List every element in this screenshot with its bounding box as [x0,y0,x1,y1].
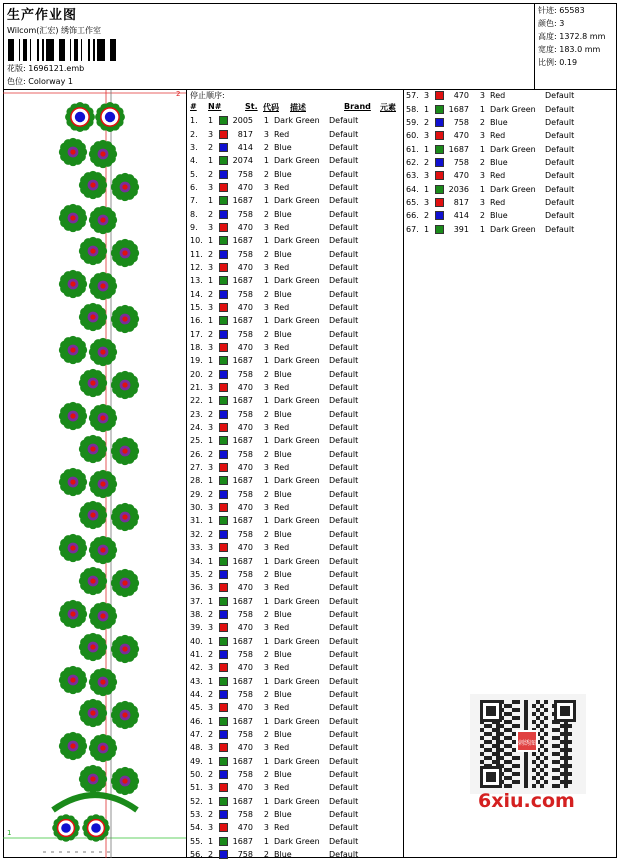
chain-flower [59,204,87,232]
stop-row: 28. 1 1687 1 Dark Green Default [190,476,359,486]
stop-row: 11. 2 758 2 Blue Default [190,249,359,259]
chain-flower [111,635,139,663]
color-swatch [219,530,228,539]
chain-flower [89,470,117,498]
col-desc: 描述 [290,103,306,112]
stop-row: 25. 1 1687 1 Dark Green Default [190,436,359,446]
stop-row: 4. 1 2074 1 Dark Green Default [190,156,359,166]
color-swatch [219,476,228,485]
chain-flower [59,138,87,166]
color-swatch [219,583,228,592]
svg-text:刺绣图: 刺绣图 [517,740,537,747]
color-swatch [219,557,228,566]
spec-row: 针迹: 65583 [538,6,585,15]
color-swatch [219,250,228,259]
stop-row: 54. 3 470 3 Red Default [190,823,359,833]
barcode [8,39,118,61]
stop-row: 41. 2 758 2 Blue Default [190,649,359,659]
color-swatch [219,490,228,499]
color-swatch [219,463,228,472]
header-info [3,3,535,89]
stop-row: 34. 1 1687 1 Dark Green Default [190,556,359,566]
color-swatch [219,303,228,312]
design-file: 花版: 1696121.emb [7,64,85,73]
stop-row: 32. 2 758 2 Blue Default [190,529,359,539]
chain-flower [89,272,117,300]
color-swatch [219,703,228,712]
chain-flower [59,600,87,628]
chain-flower [111,569,139,597]
chain-flower [79,369,107,397]
chain-flower [59,666,87,694]
color-swatch [219,623,228,632]
color-swatch [435,105,444,114]
color-swatch [435,225,444,234]
stop-row: 50. 2 758 2 Blue Default [190,770,359,780]
color-swatch [219,183,228,192]
chain-flower [79,765,107,793]
colorway-value: Colorway 1 [28,77,73,86]
color-swatch [219,263,228,272]
color-swatch [219,383,228,392]
stop-row: 35. 2 758 2 Blue Default [190,569,359,579]
stop-row: 64. 1 2036 1 Dark Green Default [406,184,575,194]
page-title: 生产作业图 [7,8,78,23]
color-swatch [219,757,228,766]
color-swatch [219,436,228,445]
col-n: N# [208,102,222,111]
color-swatch [219,637,228,646]
color-swatch [219,356,228,365]
color-swatch [219,690,228,699]
color-swatch [219,130,228,139]
color-swatch [219,396,228,405]
stop-list-column-1 [188,90,404,858]
chain-flower [111,767,139,795]
stop-row: 2. 3 817 3 Red Default [190,129,359,139]
color-swatch [219,316,228,325]
color-swatch [219,730,228,739]
stop-row: 29. 2 758 2 Blue Default [190,489,359,499]
chain-flower [59,468,87,496]
stop-row: 67. 1 391 1 Dark Green Default [406,224,575,234]
color-swatch [219,410,228,419]
stop-row: 31. 1 1687 1 Dark Green Default [190,516,359,526]
color-swatch [219,810,228,819]
chain-flower [111,701,139,729]
end-flower [95,102,125,132]
color-swatch [219,837,228,846]
qr-code [470,680,586,808]
color-swatch [219,223,228,232]
stop-row: 40. 1 1687 1 Dark Green Default [190,636,359,646]
stop-row: 12. 3 470 3 Red Default [190,262,359,272]
color-swatch [219,370,228,379]
color-swatch [219,663,228,672]
design-preview [3,90,187,858]
col-code: 代码 [263,103,279,112]
stop-row: 60. 3 470 3 Red Default [406,131,575,141]
spec-row: 高度: 1372.8 mm [538,32,606,41]
col-st: St. [245,102,258,111]
chain-flower [111,305,139,333]
chain-flower [111,239,139,267]
spec-row: 颜色: 3 [538,19,565,28]
stop-row: 14. 2 758 2 Blue Default [190,289,359,299]
stop-table-1 [190,114,358,861]
col-elem: 元素 [380,103,396,112]
color-swatch [435,185,444,194]
stop-row: 63. 3 470 3 Red Default [406,171,575,181]
stop-row: 9. 3 470 3 Red Default [190,222,359,232]
stop-row: 62. 2 758 2 Blue Default [406,157,575,167]
stop-row: 36. 3 470 3 Red Default [190,583,359,593]
chain-flower [79,699,107,727]
color-swatch [219,196,228,205]
stop-row: 52. 1 1687 1 Dark Green Default [190,796,359,806]
stop-row: 22. 1 1687 1 Dark Green Default [190,396,359,406]
color-swatch [435,198,444,207]
stop-row: 15. 3 470 3 Red Default [190,302,359,312]
color-swatch [219,343,228,352]
stop-row: 8. 2 758 2 Blue Default [190,209,359,219]
stop-row: 65. 3 817 3 Red Default [406,197,575,207]
stop-row: 46. 1 1687 1 Dark Green Default [190,716,359,726]
stop-row: 58. 1 1687 1 Dark Green Default [406,104,575,114]
stop-row: 51. 3 470 3 Red Default [190,783,359,793]
color-swatch [219,236,228,245]
stop-row: 66. 2 414 2 Blue Default [406,211,575,221]
chain-flower [79,567,107,595]
color-swatch [219,116,228,125]
stop-row: 10. 1 1687 1 Dark Green Default [190,236,359,246]
stop-row: 5. 2 758 2 Blue Default [190,169,359,179]
stop-row: 18. 3 470 3 Red Default [190,343,359,353]
color-swatch [219,743,228,752]
stop-row: 30. 3 470 3 Red Default [190,503,359,513]
svg-text:2: 2 [176,90,181,98]
site-logo: 6xiu.com [478,790,575,812]
color-swatch [435,158,444,167]
stop-row: 45. 3 470 3 Red Default [190,703,359,713]
color-swatch [219,503,228,512]
col-brand: Brand [344,102,371,111]
stop-row: 13. 1 1687 1 Dark Green Default [190,276,359,286]
stop-row: 37. 1 1687 1 Dark Green Default [190,596,359,606]
embroidery-preview [3,90,187,858]
stop-row: 21. 3 470 3 Red Default [190,383,359,393]
color-swatch [219,650,228,659]
color-swatch [219,610,228,619]
color-swatch [219,850,228,859]
color-swatch [219,143,228,152]
chain-flower [59,336,87,364]
color-swatch [435,131,444,140]
stop-row: 43. 1 1687 1 Dark Green Default [190,676,359,686]
stop-row: 26. 2 758 2 Blue Default [190,449,359,459]
chain-flower [59,732,87,760]
chain-flower [59,402,87,430]
chain-flower [111,371,139,399]
design-file-value: 1696121.emb [28,64,85,73]
chain-flower [89,140,117,168]
color-swatch [219,276,228,285]
design-specs [535,3,617,89]
color-swatch [219,156,228,165]
stop-row: 42. 3 470 3 Red Default [190,663,359,673]
color-swatch [219,170,228,179]
color-swatch [435,145,444,154]
colorway: 色位: Colorway 1 [7,77,73,86]
color-swatch [219,783,228,792]
studio-name: Wilcom(汇宏) 绣饰工作室 [7,26,102,35]
color-swatch [219,597,228,606]
stop-row: 3. 2 414 2 Blue Default [190,142,359,152]
stop-row: 1. 1 2005 1 Dark Green Default [190,116,359,126]
chain-flower [89,602,117,630]
stop-row: 61. 1 1687 1 Dark Green Default [406,144,575,154]
stop-row: 27. 3 470 3 Red Default [190,463,359,473]
col-num: # [190,102,197,111]
color-swatch [219,450,228,459]
chain-flower [89,668,117,696]
stop-row: 19. 1 1687 1 Dark Green Default [190,356,359,366]
color-swatch [219,290,228,299]
color-swatch [219,770,228,779]
stop-row: 17. 2 758 2 Blue Default [190,329,359,339]
color-swatch [219,543,228,552]
chain-flower [89,536,117,564]
stop-row: 16. 1 1687 1 Dark Green Default [190,316,359,326]
stop-row: 48. 3 470 3 Red Default [190,743,359,753]
stop-row: 53. 2 758 2 Blue Default [190,810,359,820]
chain-flower [89,206,117,234]
chain-flower [89,338,117,366]
chain-flower [111,437,139,465]
color-swatch [435,211,444,220]
stop-row: 6. 3 470 3 Red Default [190,182,359,192]
svg-text:1: 1 [7,829,12,837]
chain-flower [89,734,117,762]
color-swatch [219,210,228,219]
stop-row: 49. 1 1687 1 Dark Green Default [190,756,359,766]
color-swatch [435,171,444,180]
stop-row: 39. 3 470 3 Red Default [190,623,359,633]
spec-row: 比例: 0.19 [538,58,578,67]
end-flower [65,102,95,132]
spec-row: 宽度: 183.0 mm [538,45,601,54]
color-swatch [219,717,228,726]
color-swatch [219,570,228,579]
color-swatch [219,823,228,832]
stop-row: 55. 1 1687 1 Dark Green Default [190,836,359,846]
color-swatch [219,797,228,806]
stop-row: 20. 2 758 2 Blue Default [190,369,359,379]
stop-table-2 [406,89,574,236]
chain-flower [111,173,139,201]
chain-flower [79,633,107,661]
color-swatch [435,118,444,127]
chain-flower [79,171,107,199]
chain-flower [79,237,107,265]
stop-row: 56. 2 758 2 Blue Default [190,850,359,860]
stop-row: 44. 2 758 2 Blue Default [190,689,359,699]
stop-row: 59. 2 758 2 Blue Default [406,117,575,127]
color-swatch [219,423,228,432]
stop-row: 7. 1 1687 1 Dark Green Default [190,196,359,206]
chain-flower [79,435,107,463]
chain-flower [89,404,117,432]
stop-row: 47. 2 758 2 Blue Default [190,729,359,739]
chain-flower [79,303,107,331]
stop-row: 23. 2 758 2 Blue Default [190,409,359,419]
chain-flower [59,534,87,562]
stop-sequence-title: 停止顺序: [190,91,225,100]
chain-flower [111,503,139,531]
stop-row: 33. 3 470 3 Red Default [190,543,359,553]
color-swatch [435,91,444,100]
stop-row: 57. 3 470 3 Red Default [406,91,575,101]
chain-flower [79,501,107,529]
color-swatch [219,677,228,686]
color-swatch [219,516,228,525]
stop-row: 38. 2 758 2 Blue Default [190,609,359,619]
chain-flower [59,270,87,298]
color-swatch [219,330,228,339]
stop-row: 24. 3 470 3 Red Default [190,423,359,433]
